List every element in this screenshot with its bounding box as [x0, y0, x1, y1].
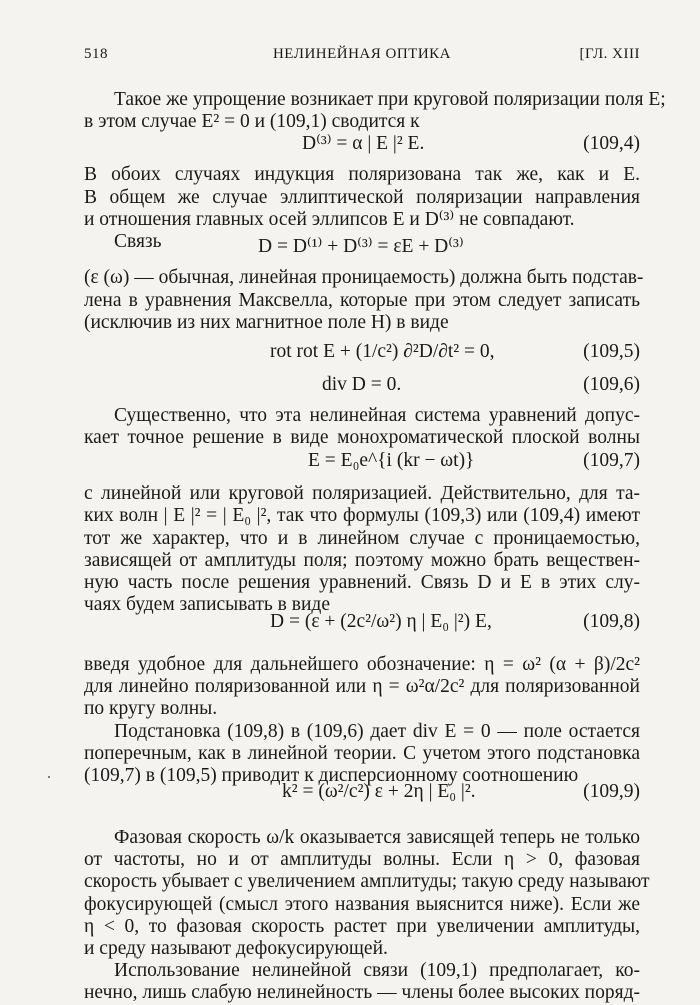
equation-109-8	[84, 608, 640, 636]
text-line: В общем же случае эллиптической поляризации направления	[84, 187, 640, 208]
text-line: введя удобное для дальнейшего обозначение: η = ω² (α + β)/2c²	[84, 654, 640, 675]
equation-formula: E = E₀e^{i (kr − ωt)}	[308, 450, 475, 471]
text-line: Такое же упрощение возникает при круговой поляризации поля E;	[114, 89, 666, 110]
text-line: тот же характер, что и в линейном случае с проницаемостью,	[84, 528, 640, 549]
equation-109-5	[84, 338, 640, 366]
scan-speck	[48, 776, 50, 778]
text-line: Существенно, что эта нелинейная система уравнений допус-	[114, 405, 640, 426]
text-line: кает точное решение в виде монохроматической плоской волны	[84, 427, 640, 448]
text-line: Фазовая скорость ω/k оказывается зависящей теперь не только	[114, 827, 640, 848]
text-line: от частоты, но и от амплитуды волны. Если η > 0, фазовая	[84, 849, 640, 870]
equation-formula: D = (ε + (2c²/ω²) η | E₀ |²) E,	[270, 611, 492, 632]
equation-formula: D = D⁽¹⁾ + D⁽³⁾ = εE + D⁽³⁾	[258, 236, 464, 257]
text-line: (исключив из них магнитное поле H) в виде	[84, 312, 449, 333]
equation-formula: rot rot E + (1/c²) ∂²D/∂t² = 0,	[270, 341, 495, 362]
text-line: Связь	[114, 231, 162, 252]
text-line: для линейно поляризованной или η = ω²α/2c² для поляризованной	[84, 676, 640, 697]
text-line: (109,7) в (109,5) приводит к дисперсионному соотношению	[84, 765, 579, 786]
equation-number: (109,5)	[583, 341, 640, 362]
equation-formula: k² = (ω²/c²) ε + 2η | E₀ |².	[282, 781, 476, 802]
text-line: поперечным, как в линейной теории. С учетом этого подстановка	[84, 743, 640, 764]
equation-number: (109,9)	[583, 781, 640, 802]
page-number: 518	[84, 46, 108, 62]
text-line: и среду называют дефокусирующей.	[84, 938, 388, 959]
equation-relation	[84, 233, 640, 261]
equation-formula: D⁽³⁾ = α | E |² E.	[302, 133, 425, 154]
equation-formula: div D = 0.	[322, 374, 402, 395]
text-line: В обоих случаях индукция поляризована так же, как и E.	[84, 164, 640, 185]
text-line: с линейной или круговой поляризацией. Действительно, для та-	[84, 483, 640, 504]
equation-number: (109,6)	[583, 374, 640, 395]
text-line: η < 0, то фазовая скорость растет при увеличении амплитуды,	[84, 916, 640, 937]
page	[84, 0, 666, 1003]
equation-number: (109,4)	[583, 133, 640, 154]
chapter-label: [ГЛ. XIII	[579, 46, 640, 62]
text-line: Подстановка (109,8) в (109,6) дает div E = 0 — поле остается	[114, 721, 640, 742]
running-title: НЕЛИНЕЙНАЯ ОПТИКА	[272, 46, 452, 62]
text-line: чаях будем записывать в виде	[84, 594, 330, 615]
text-line: лена в уравнения Максвелла, которые при этом следует записать	[84, 290, 640, 311]
equation-number: (109,7)	[583, 450, 640, 471]
text-line: по кругу волны.	[84, 698, 218, 719]
text-line: в этом случае E² = 0 и (109,1) сводится к	[84, 111, 420, 132]
equation-109-9	[84, 778, 640, 806]
text-line: ких волн | E |² = | E₀ |², так что формулы (109,3) или (109,4) имеют	[84, 505, 640, 526]
equation-109-7	[84, 447, 640, 475]
text-line: и отношения главных осей эллипсов E и D⁽³⁾ не совпадают.	[84, 209, 575, 230]
text-line: нечно, лишь слабую нелинейность — члены более высоких поряд-	[84, 982, 640, 1003]
equation-number: (109,8)	[583, 611, 640, 632]
text-line: фокусирующей (смысл этого названия выяснится ниже). Если же	[84, 894, 640, 915]
equation-109-6	[84, 371, 640, 399]
running-header	[84, 46, 640, 70]
text-line: ную часть после решения уравнений. Связь D и E в этих слу-	[84, 572, 640, 593]
text-line: Использование нелинейной связи (109,1) предполагает, ко-	[114, 960, 640, 981]
equation-109-4	[84, 130, 640, 158]
text-line: зависящей от амплитуды поля; поэтому можно брать веществен-	[84, 550, 640, 571]
text-line: (ε (ω) — обычная, линейная проницаемость) должна быть подстав-	[84, 267, 644, 288]
text-line: скорость убывает с увеличением амплитуды; такую среду называют	[84, 871, 650, 892]
